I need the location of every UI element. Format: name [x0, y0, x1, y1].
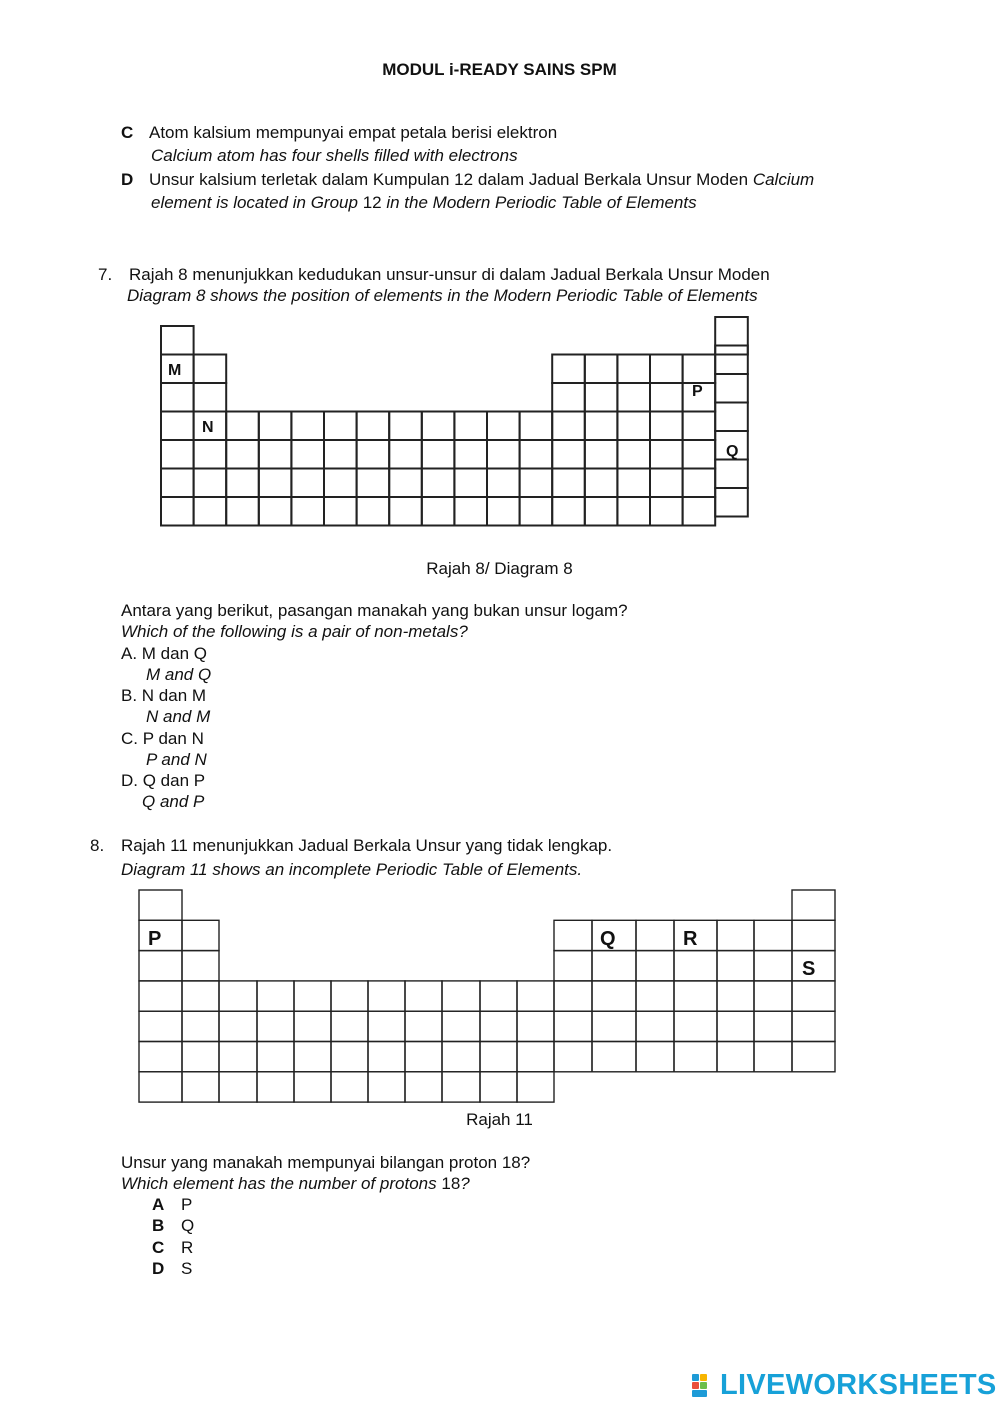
answer-option-a-english: M and Q [146, 665, 212, 684]
table-cell [717, 920, 754, 950]
table-cell [636, 1042, 674, 1072]
element-label-q: Q [726, 443, 739, 460]
table-cell [442, 1011, 480, 1041]
table-cell [257, 1072, 294, 1102]
table-cell [717, 981, 754, 1011]
table-cell [480, 1011, 517, 1041]
page-title: MODUL i-READY SAINS SPM [382, 60, 617, 79]
table-cell [219, 1011, 257, 1041]
table-cell [674, 1042, 717, 1072]
option-text: Atom kalsium mempunyai empat petala berisi elektron [149, 123, 558, 142]
question-prompt-english: Which of the following is a pair of non-metals? [121, 622, 468, 641]
table-cell [554, 951, 592, 981]
diagram-caption: Rajah 11 [466, 1110, 533, 1129]
table-cell [405, 1072, 442, 1102]
element-label-m: M [168, 362, 182, 379]
table-cell [754, 1042, 792, 1072]
table-cell [480, 1042, 517, 1072]
element-label-p: P [148, 928, 162, 950]
question-text-english: Diagram 8 shows the position of elements in the Modern Periodic Table of Elements [127, 286, 758, 305]
answer-letter-b: B [152, 1216, 165, 1235]
table-cell [139, 1011, 182, 1041]
answer-option-c: C. P dan N [121, 729, 204, 748]
answer-option-a: P [181, 1195, 193, 1214]
table-cell [219, 1042, 257, 1072]
option-text: Unsur kalsium terletak dalam Kumpulan 12 dalam Jadual Berkala Unsur Moden Calcium [149, 170, 815, 189]
option-letter: C [121, 123, 134, 142]
table-cell [592, 951, 636, 981]
table-cell [442, 1072, 480, 1102]
table-cell [139, 890, 182, 920]
question-number: 7. [98, 265, 113, 284]
table-cell [717, 1042, 754, 1072]
table-cell [405, 1042, 442, 1072]
answer-option-d: S [181, 1259, 193, 1278]
answer-option-b-english: N and M [146, 707, 211, 726]
table-cell [517, 1072, 554, 1102]
table-cell [331, 1072, 368, 1102]
table-cell [754, 981, 792, 1011]
table-cell [554, 1011, 592, 1041]
table-cell [754, 951, 792, 981]
element-label-n: N [202, 419, 214, 436]
table-cell [257, 1011, 294, 1041]
table-cell [368, 981, 405, 1011]
element-label-r: R [683, 928, 698, 950]
answer-option-c-english: P and N [146, 750, 207, 769]
logo-icon [692, 1374, 716, 1398]
question-number: 8. [90, 836, 105, 855]
table-cell [754, 1011, 792, 1041]
table-cell [480, 1072, 517, 1102]
table-cell [592, 1042, 636, 1072]
table-cell [442, 1042, 480, 1072]
table-cell [792, 981, 835, 1011]
table-cell [139, 981, 182, 1011]
answer-option-d: D. Q dan P [121, 771, 206, 790]
table-cell [674, 1011, 717, 1041]
table-cell [182, 1042, 219, 1072]
table-cell [331, 1042, 368, 1072]
answer-option-a: A. M dan Q [121, 644, 207, 663]
table-cell [480, 981, 517, 1011]
table-cell [182, 1072, 219, 1102]
option-text-english: Calcium atom has four shells filled with electrons [151, 146, 518, 165]
option-text-english: element is located in Group 12 in the Modern Periodic Table of Elements [151, 193, 697, 212]
table-cell [717, 951, 754, 981]
table-cell [405, 981, 442, 1011]
table-cell [554, 920, 592, 950]
table-cell [331, 1011, 368, 1041]
table-cell [182, 951, 219, 981]
table-cell [636, 920, 674, 950]
table-cell [405, 1011, 442, 1041]
table-cell [368, 1072, 405, 1102]
table-cell [636, 951, 674, 981]
table-cell [636, 1011, 674, 1041]
table-cell [368, 1011, 405, 1041]
logo-wordmark: LIVEWORKSHEETS [720, 1369, 997, 1401]
table-cell [554, 981, 592, 1011]
table-cell [294, 981, 331, 1011]
answer-option-c: R [181, 1238, 194, 1257]
table-cell [294, 1042, 331, 1072]
table-cell [139, 1042, 182, 1072]
question-text-english: Diagram 11 shows an incomplete Periodic Table of Elements. [121, 860, 583, 879]
table-cell [257, 981, 294, 1011]
table-cell [139, 951, 182, 981]
table-cell [592, 1011, 636, 1041]
answer-letter-a: A [152, 1195, 165, 1214]
diagram-11-grid [139, 890, 835, 1102]
table-cell [754, 920, 792, 950]
option-letter: D [121, 170, 134, 189]
table-cell [294, 1072, 331, 1102]
table-cell [792, 890, 835, 920]
table-cell [792, 1042, 835, 1072]
table-cell [792, 1011, 835, 1041]
table-cell [442, 981, 480, 1011]
table-cell [294, 1011, 331, 1041]
table-cell [182, 981, 219, 1011]
question-prompt: Unsur yang manakah mempunyai bilangan proton 18? [121, 1153, 531, 1172]
answer-letter-c: C [152, 1238, 165, 1257]
element-label-s: S [802, 958, 816, 980]
table-cell [554, 1042, 592, 1072]
table-cell [257, 1042, 294, 1072]
table-cell [368, 1042, 405, 1072]
table-cell [717, 1011, 754, 1041]
table-cell [636, 981, 674, 1011]
element-label-q: Q [600, 928, 616, 950]
answer-option-b: B. N dan M [121, 686, 207, 705]
answer-option-d-english: Q and P [142, 792, 205, 811]
question-text: Rajah 8 menunjukkan kedudukan unsur-unsur di dalam Jadual Berkala Unsur Moden [129, 265, 770, 284]
table-cell [219, 981, 257, 1011]
answer-option-b: Q [181, 1216, 195, 1235]
table-cell [674, 981, 717, 1011]
table-cell [182, 1011, 219, 1041]
question-prompt-english: Which element has the number of protons 18? [121, 1174, 470, 1193]
table-cell [331, 981, 368, 1011]
table-cell [182, 920, 219, 950]
diagram-caption: Rajah 8/ Diagram 8 [426, 559, 573, 578]
answer-letter-d: D [152, 1259, 165, 1278]
table-cell [219, 1072, 257, 1102]
table-cell [517, 1011, 554, 1041]
table-cell [139, 1072, 182, 1102]
table-cell [592, 981, 636, 1011]
table-cell [674, 951, 717, 981]
table-cell [792, 920, 835, 950]
element-label-p: P [692, 383, 703, 400]
question-prompt: Antara yang berikut, pasangan manakah yang bukan unsur logam? [121, 601, 628, 620]
question-text: Rajah 11 menunjukkan Jadual Berkala Unsur yang tidak lengkap. [121, 836, 613, 855]
table-cell [517, 1042, 554, 1072]
table-cell [517, 981, 554, 1011]
